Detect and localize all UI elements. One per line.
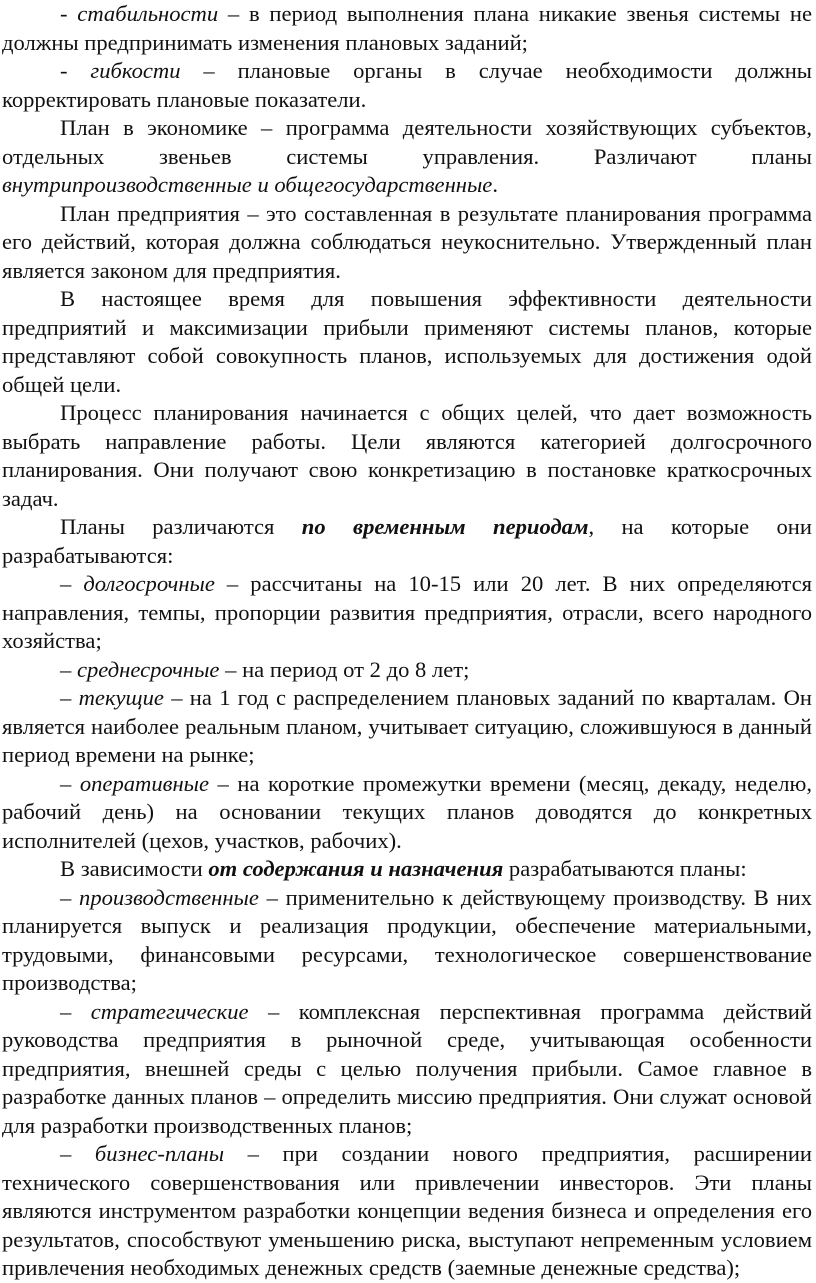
paragraph (2, 656, 812, 685)
text-run: – рассчитаны на 10-15 или 20 лет. В них определяются направления, темпы, пропорции развития предприятия, отрасли, всего народного хозяйства; (2, 571, 812, 653)
bold-italic-term (208, 856, 503, 881)
text-run: В зависимости (60, 856, 209, 881)
text-run: – (60, 685, 79, 710)
emphasized-term: по временным периодам (301, 514, 589, 539)
paragraph (2, 0, 812, 57)
italic-term: бизнес-планы (94, 1141, 225, 1166)
text-run: – (60, 656, 77, 682)
text-run: Процесс планирования начинается с общих целей, что дает возможность выбрать направление работы. Цели являются категорией долгосрочного планирования. Они получают свою конкретизацию в постановке краткосрочных задач. (2, 400, 812, 511)
paragraph (2, 200, 812, 286)
text-run: В настоящее время для повышения эффективности деятельности предприятий и максимизации прибыли применяют системы планов, которые представляют собой совокупность планов, используемых для достижения одой общей цели. (2, 286, 812, 397)
paragraph (2, 770, 812, 856)
text-run: – применительно к действующему производству. В них планируется выпуск и реализация продукции, обеспечение материальными, трудовыми, финансовыми ресурсами, технологическое совершенствование производства; (2, 884, 812, 995)
text-run: – на период от 2 до 8 лет; (219, 656, 470, 682)
paragraph (2, 114, 812, 200)
paragraph (2, 399, 812, 513)
italic-term: текущие (78, 685, 164, 710)
paragraph (2, 285, 812, 399)
text-run: План предприятия – это составленная в результате планирования программа его действий, которая должна соблюдаться неукоснительно. Утвержденный план является законом для предприятия. (2, 200, 812, 283)
text-run: - (60, 1, 78, 26)
text-run: – на 1 год с распределением плановых заданий по кварталам. Он является наиболее реальным планом, учитывает ситуацию, сложившуюся в данный период времени на рынке; (2, 685, 812, 767)
text-run: План в экономике – программа деятельности хозяйствующих субъектов, отдельных звеньев системы управления. Различают планы (2, 115, 812, 169)
italic-term: стабильности (77, 1, 219, 26)
paragraph (2, 1140, 812, 1283)
italic-term: гибкости (90, 58, 181, 83)
text-run: – комплексная перспективная программа действий руководства предприятия в рыночной среде, учитывающая особенности предприятия, внешней среды с целью получения прибыли. Самое главное в разработке данных планов – определить миссию предприятия. Они служат основой для разработки производственных планов; (2, 998, 812, 1138)
text-run: – в период выполнения плана никакие звенья системы не должны предпринимать изменения плановых заданий; (2, 1, 812, 55)
text-run: – при создании нового предприятия, расширении технического совершенствования или привлечении инвесторов. Эти планы являются инструментом разработки концепции ведения бизнеса и определения его результатов, способствуют уменьшению риска, выступают непременным условием привлечения необходимых денежных средств (заемные денежные средства); (2, 1141, 813, 1280)
text-run: – (60, 884, 80, 910)
text-run: – (60, 1141, 95, 1166)
paragraph (2, 884, 812, 998)
text-run: – (60, 770, 80, 796)
paragraph (2, 513, 812, 570)
italic-term: долгосрочные (83, 571, 215, 596)
text-run: , на которые они разрабатываются: (2, 514, 812, 568)
italic-term: производственные (79, 884, 259, 910)
text-run: . (492, 172, 498, 197)
paragraph (2, 855, 812, 884)
paragraph (2, 684, 812, 770)
text-run: Планы различаются (60, 514, 302, 539)
italic-term: стратегические (90, 998, 249, 1024)
text-run: - (60, 58, 91, 83)
text-run: – (60, 998, 91, 1024)
italic-term: среднесрочные (76, 656, 220, 682)
italic-term: оперативные (79, 770, 210, 796)
text-run: – на короткие промежутки времени (месяц, декаду, неделю, рабочий день) на основании текущих планов доводятся до конкретных исполнителей (цехов, участков, рабочих). (2, 770, 812, 853)
text-run: разрабатываются планы: (503, 856, 747, 881)
paragraph (2, 570, 812, 656)
emphasized-term: от содержания и назначения (208, 856, 504, 881)
text-run: – (60, 571, 84, 596)
paragraph (2, 998, 812, 1141)
text-run: – плановые органы в случае необходимости должны корректировать плановые показатели. (2, 58, 812, 112)
paragraph (2, 57, 812, 114)
bold-italic-term (302, 514, 589, 539)
italic-term: внутрипроизводственные и общегосударственные (2, 172, 493, 197)
